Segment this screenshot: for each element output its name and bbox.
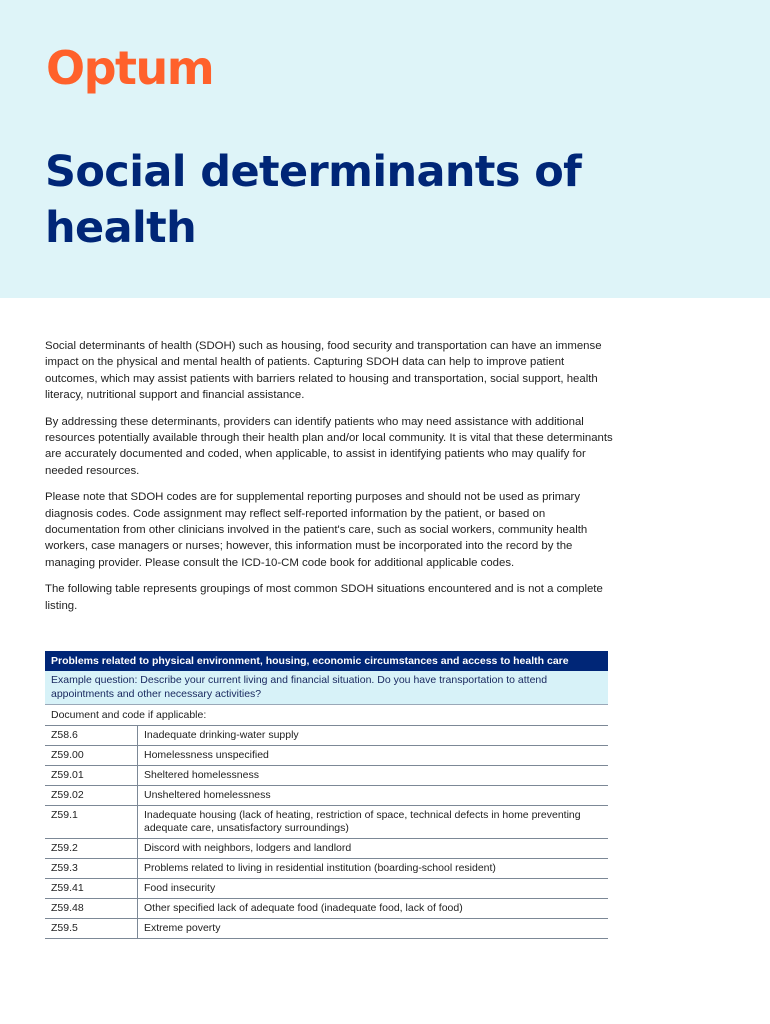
description-cell: Food insecurity — [138, 879, 609, 899]
intro-paragraph-2: By addressing these determinants, providers can identify patients who may need assistance with additional resources potentially available through their health plan and/or local community. It is vital that these determinants are accurately documented and coded, when applicable, to assist in identifying patients who may qualify for needed resources. — [45, 415, 613, 477]
table-header: Problems related to physical environment, housing, economic circumstances and access to health care — [45, 651, 608, 671]
document-row — [45, 705, 608, 726]
description-cell: Inadequate housing (lack of heating, restriction of space, technical defects in home preventing adequate care, unsatisfactory surroundings) — [138, 806, 609, 839]
description-cell: Sheltered homelessness — [138, 766, 609, 786]
intro-content — [45, 338, 615, 614]
table-row — [45, 786, 608, 806]
sdoh-code-table — [45, 651, 608, 939]
table-row — [45, 746, 608, 766]
table-row — [45, 726, 608, 746]
optum-logo: Optum — [46, 41, 214, 95]
code-cell: Z59.48 — [45, 899, 138, 919]
intro-paragraph-4: The following table represents groupings of most common SDOH situations encountered and is not a complete listing. — [45, 583, 603, 612]
table-header-row — [45, 651, 608, 671]
description-cell: Problems related to living in residential institution (boarding-school resident) — [138, 859, 609, 879]
code-cell: Z58.6 — [45, 726, 138, 746]
table-row — [45, 919, 608, 939]
code-cell: Z59.02 — [45, 786, 138, 806]
code-cell: Z59.5 — [45, 919, 138, 939]
description-cell: Inadequate drinking-water supply — [138, 726, 609, 746]
page-title: Social determinants of health — [45, 147, 582, 253]
code-cell: Z59.01 — [45, 766, 138, 786]
example-question: Example question: Describe your current living and financial situation. Do you have transportation to attend appointments and other necessary activities? — [45, 671, 608, 705]
table-body — [45, 671, 608, 939]
table-row — [45, 879, 608, 899]
description-cell: Other specified lack of adequate food (inadequate food, lack of food) — [138, 899, 609, 919]
code-cell: Z59.00 — [45, 746, 138, 766]
description-cell: Extreme poverty — [138, 919, 609, 939]
table-row — [45, 806, 608, 839]
table-row — [45, 766, 608, 786]
description-cell: Discord with neighbors, lodgers and landlord — [138, 839, 609, 859]
code-cell: Z59.41 — [45, 879, 138, 899]
description-cell: Homelessness unspecified — [138, 746, 609, 766]
table-row — [45, 899, 608, 919]
document-label: Document and code if applicable: — [45, 705, 608, 726]
question-row — [45, 671, 608, 705]
table-row — [45, 859, 608, 879]
code-cell: Z59.2 — [45, 839, 138, 859]
table-row — [45, 839, 608, 859]
description-cell: Unsheltered homelessness — [138, 786, 609, 806]
intro-paragraph-3: Please note that SDOH codes are for supplemental reporting purposes and should not be used as primary diagnosis codes. Code assignment may reflect self-reported information by the patient, or based on documentation from other clinicians involved in the patient's care, such as social workers, community health workers, case managers or nurses; however, this information must be incorporated into the record by the managing provider. Please consult the ICD-10-CM code book for additional applicable codes. — [45, 491, 588, 569]
code-cell: Z59.3 — [45, 859, 138, 879]
code-cell: Z59.1 — [45, 806, 138, 839]
intro-paragraph-1: Social determinants of health (SDOH) such as housing, food security and transportation can have an immense impact on the physical and mental health of patients. Capturing SDOH data can help to improve patient outcomes, which may assist patients with barriers related to housing and transportation, social support, health literacy, nutritional support and financial assistance. — [45, 340, 602, 402]
hero-banner — [0, 0, 770, 298]
